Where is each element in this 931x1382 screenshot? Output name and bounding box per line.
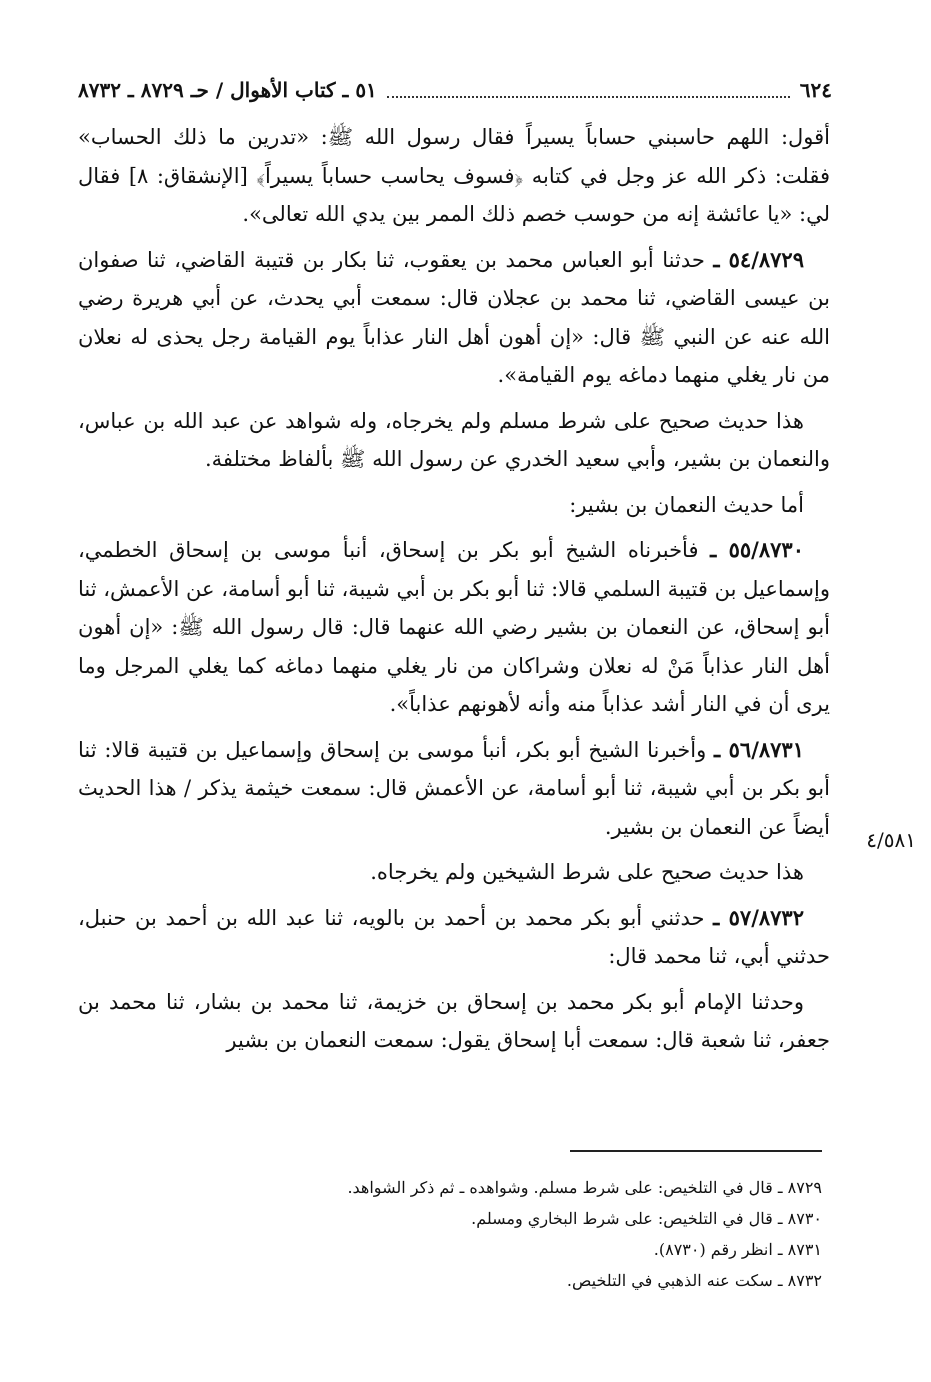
hadith-number: ٥٥/٨٧٣٠ ـ [710, 537, 804, 562]
hadith-number: ٥٧/٨٧٣٢ ـ [713, 904, 804, 930]
paragraph-text: هذا حديث صحيح على شرط الشيخين ولم يخرجاه. [370, 860, 804, 884]
paragraph-grading-2 [78, 853, 830, 892]
hadith-number: ٥٤/٨٧٢٩ ـ [713, 246, 804, 272]
header-dot-leader [387, 95, 790, 98]
footnote: ٨٧٢٩ ـ قال في التلخيص: على شرط مسلم. وشواهده ـ ثم ذكر الشواهد. [347, 1178, 822, 1197]
paragraph-text: أقول: اللهم حاسبني حساباً يسيراً فقال رسول الله ﷺ: «تدرين ما ذلك الحساب» فقلت: ذكر الله عز وجل في كتابه ﴿فسوف يحاسب حساباً يسيراً﴾ [الإنشقاق: ٨] فقال لي: «يا عائشة إنه من حوسب خصم ذلك الممر بين يدي الله تعالى». [78, 125, 831, 226]
hadith-text: وأخبرنا الشيخ أبو بكر، أنبأ موسى بن إسحاق وإسماعيل بن قتيبة قالا: ثنا أبو بكر بن أبي شيبة، ثنا أبو أسامة، عن الأعمش قال: سمعت خيثمة يذكر / هذا الحديث أيضاً عن النعمان بن بشير. [78, 737, 830, 839]
hadith-8729 [78, 241, 830, 395]
hadith-number: ٥٦/٨٧٣١ ـ [714, 736, 804, 762]
footnote: ٨٧٣٠ ـ قال في التلخيص: على شرط البخاري ومسلم. [471, 1209, 822, 1228]
page-header [78, 72, 832, 108]
running-title: ٥١ ـ كتاب الأهوال / حـ ٨٧٢٩ ـ ٨٧٣٢ [78, 78, 377, 102]
hadith-text: حدثني أبو بكر محمد بن أحمد بن بالويه، ثنا عبد الله بن أحمد بن حنبل، حدثني أبي، ثنا محمد قال: [78, 905, 830, 968]
margin-reference: ٤/٥٨١ [866, 828, 916, 852]
paragraph-grading-1 [78, 402, 830, 479]
hadith-text: فأخبرناه الشيخ أبو بكر بن إسحاق، أنبأ موسى بن إسحاق الخطمي، وإسماعيل بن قتيبة السلمي قالا: ثنا أبو بكر بن أبي شيبة، ثنا أبو أسامة، عن الأعمش، ثنا أبو إسحاق، عن النعمان بن بشير رضي الله عنهما قال: قال رسول الله ﷺ: «إن أهون أهل النار عذاباً مَنْ له نعلان وشراكان من نار يغلي منهما دماغه كما يغلي المرجل وما يرى أن في النار أشد عذاباً منه وأنه لأهونهم عذاباً». [78, 538, 830, 716]
paragraph-continuation [78, 983, 830, 1060]
paragraph-text: أما حديث النعمان بن بشير: [569, 492, 804, 517]
paragraph-text: وحدثنا الإمام أبو بكر محمد بن إسحاق بن خزيمة، ثنا محمد بن بشار، ثنا محمد بن جعفر، ثنا شعبة قال: سمعت أبا إسحاق يقول: سمعت النعمان بن بشير [78, 989, 830, 1052]
main-text [78, 118, 830, 1067]
hadith-8730 [78, 531, 830, 724]
paragraph-1 [78, 118, 830, 234]
paragraph-text: هذا حديث صحيح على شرط مسلم ولم يخرجاه، وله شواهد عن عبد الله بن عباس، والنعمان بن بشير، وأبي سعيد الخدري عن رسول الله ﷺ بألفاظ مختلفة. [78, 408, 830, 471]
footnote: ٨٧٣١ ـ انظر رقم (٨٧٣٠). [653, 1240, 822, 1259]
footnote: ٨٧٣٢ ـ سكت عنه الذهبي في التلخيص. [566, 1271, 822, 1290]
hadith-8732 [78, 899, 830, 976]
hadith-text: حدثنا أبو العباس محمد بن يعقوب، ثنا بكار بن قتيبة القاضي، ثنا صفوان بن عيسى القاضي، ثنا محمد بن عجلان قال: سمعت أبي يحدث، عن أبي هريرة رضي الله عنه عن النبي ﷺ قال: «إن أهون أهل النار عذاباً يوم القيامة رجل يحذى له نعلان من نار يغلي منهما دماغه يوم القيامة». [78, 247, 830, 387]
paragraph-subheading [78, 486, 830, 525]
page-number: ٦٢٤ [799, 78, 832, 102]
hadith-8731 [78, 731, 830, 847]
footnotes [78, 1172, 822, 1296]
footnote-separator [570, 1150, 822, 1152]
